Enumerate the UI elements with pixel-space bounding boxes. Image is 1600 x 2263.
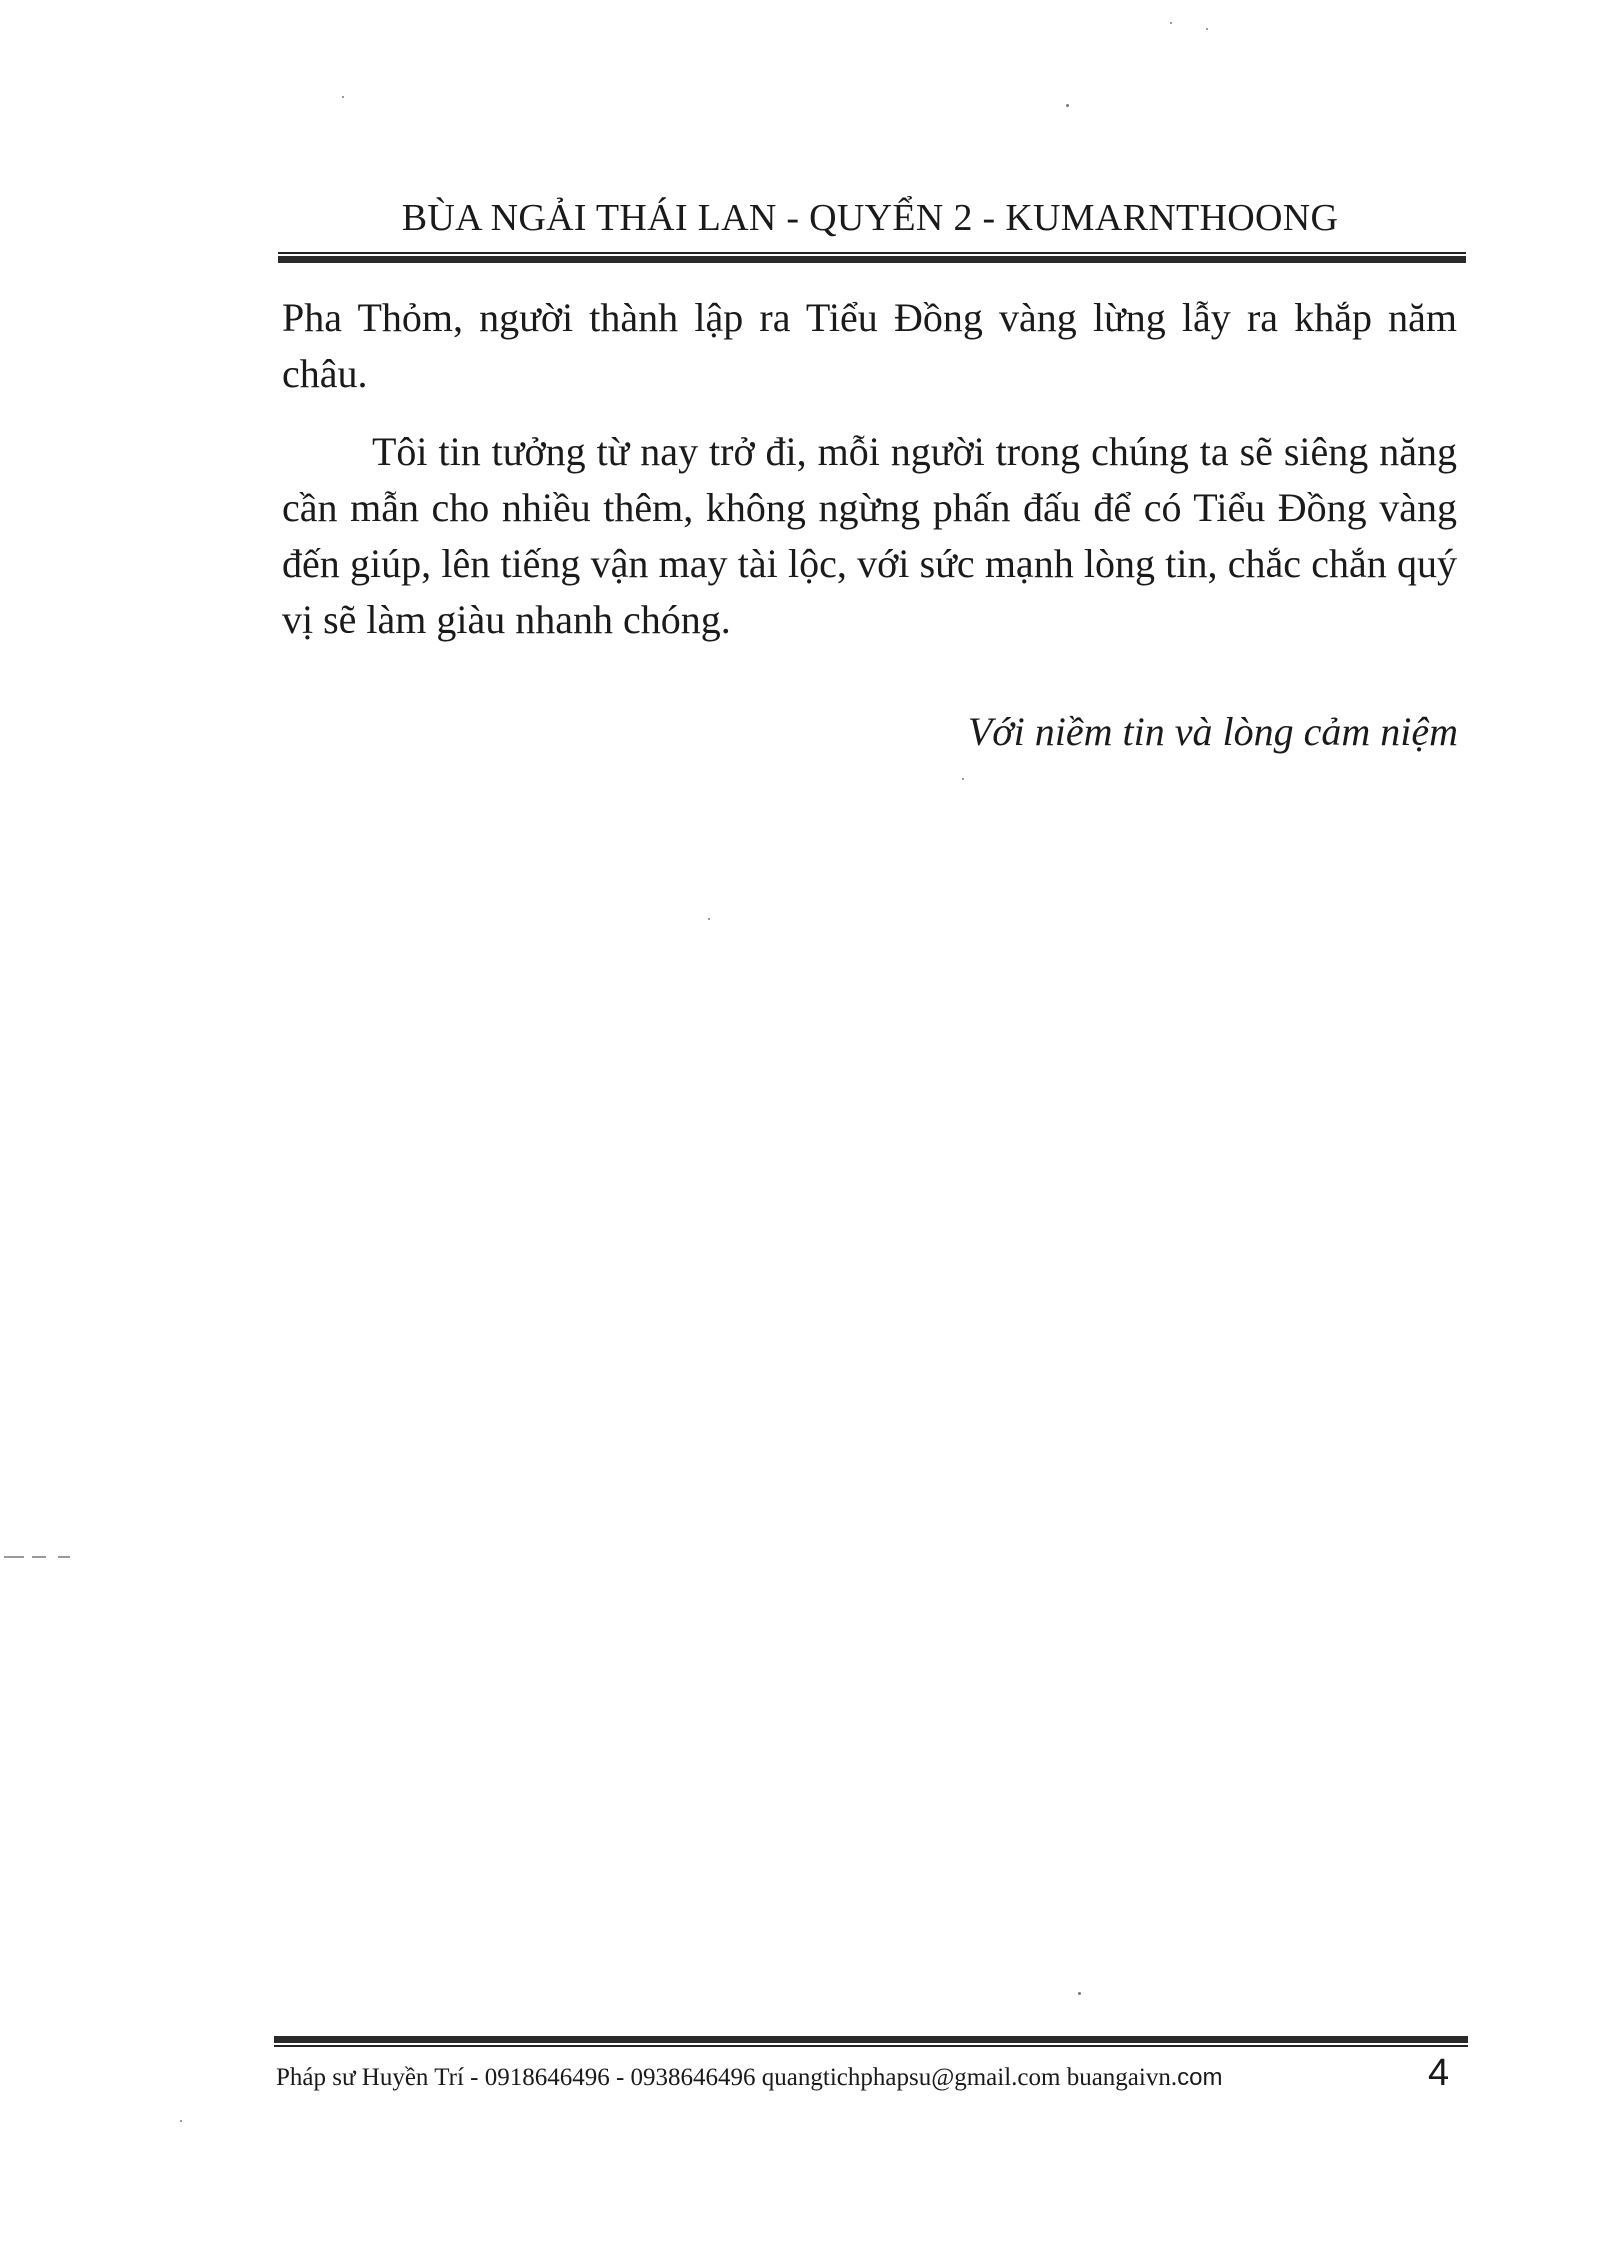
signature-line: Với niềm tin và lòng cảm niệm (967, 709, 1458, 754)
footer-contact (276, 2064, 1222, 2092)
scan-speck (342, 96, 344, 98)
scan-speck (708, 918, 710, 920)
header-rule-thick (278, 256, 1466, 263)
scan-speck (1066, 104, 1069, 107)
scan-speck (962, 778, 964, 780)
scan-speck (180, 2120, 182, 2122)
footer-rule (274, 2036, 1468, 2047)
scan-speck (1206, 28, 1208, 30)
scan-mark (58, 1556, 70, 1558)
footer-rule-thick (274, 2036, 1468, 2043)
body-text (282, 290, 1457, 670)
scan-mark (32, 1556, 46, 1558)
scan-mark (4, 1556, 24, 1558)
paragraph-continuation: Pha Thỏm, người thành lập ra Tiểu Đồng vàng lừng lẫy ra khắp năm châu. (282, 295, 1457, 396)
footer-site-suffix: com (1177, 2064, 1223, 2091)
paragraph-belief: Tôi tin tưởng từ nay trở đi, mỗi người trong chúng ta sẽ siêng năng cần mẫn cho nhiều thêm, không ngừng phấn đấu để có Tiểu Đồng vàng đến giúp, lên tiếng vận may tài lộc, với sức mạnh lòng tin, chắc chắn quý vị sẽ làm giàu nhanh chóng. (282, 429, 1457, 642)
scan-speck (1078, 1992, 1081, 1995)
footer-contact-text: Pháp sư Huyền Trí - 0918646496 - 0938646496 quangtichphapsu@gmail.com buangaivn. (276, 2064, 1178, 2091)
running-header: BÙA NGẢI THÁI LAN - QUYỂN 2 - KUMARNTHOONG (401, 197, 1339, 239)
scan-speck (1170, 22, 1172, 24)
page-number: 4 (1428, 2052, 1450, 2094)
footer-rule-thin (274, 2045, 1468, 2047)
header-rule-thin (278, 252, 1466, 254)
header-rule (278, 252, 1466, 263)
